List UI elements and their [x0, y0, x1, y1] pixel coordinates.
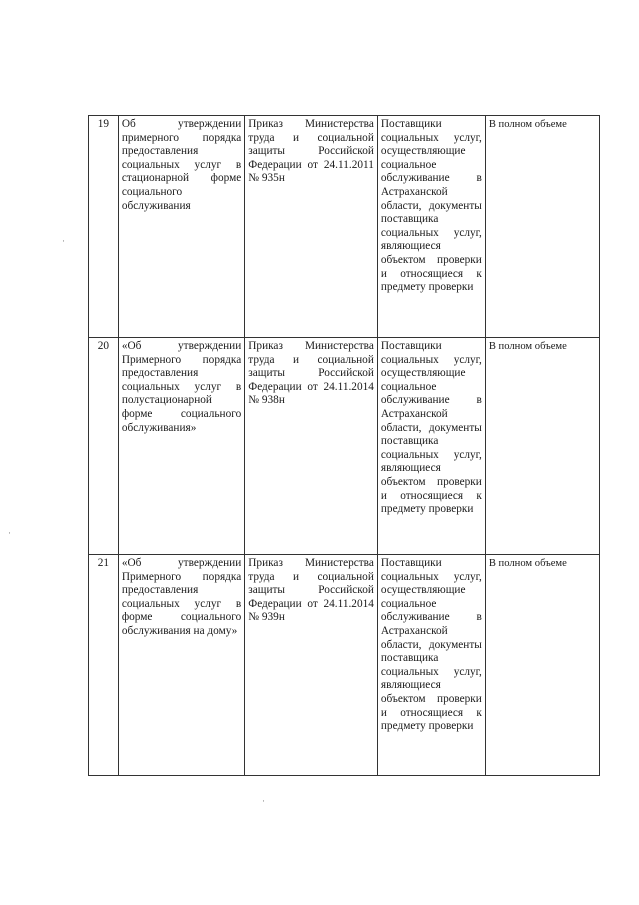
act-details: Приказ Министерства труда и социальной защиты Российской Федерации от 24.11.2014 № 938н — [245, 338, 378, 555]
row-number: 19 — [89, 116, 119, 338]
act-title: «Об утверждении Примерного порядка предоставления социальных услуг в полустационарной форме социального обслуживания» — [118, 338, 244, 555]
scan-speck: · — [8, 528, 11, 538]
scan-speck: · — [62, 236, 65, 246]
act-title: Об утверждении примерного порядка предоставления социальных услуг в стационарной форме социального обслуживания — [118, 116, 244, 338]
legal-acts-table — [88, 115, 600, 776]
row-number: 21 — [89, 555, 119, 776]
inspection-subjects: Поставщики социальных услуг, осуществляющие социальное обслуживание в Астраханской области, документы поставщика социальных услуг, являющиеся объектом проверки и относящиеся к предмету проверки — [377, 338, 485, 555]
act-title: «Об утверждении Примерного порядка предоставления социальных услуг в форме социального обслуживания на дому» — [118, 555, 244, 776]
inspection-scope: В полном объеме — [485, 555, 599, 776]
row-number: 20 — [89, 338, 119, 555]
inspection-scope: В полном объеме — [485, 338, 599, 555]
table-row — [89, 338, 600, 555]
scan-speck: · — [262, 796, 265, 806]
inspection-subjects: Поставщики социальных услуг, осуществляющие социальное обслуживание в Астраханской области, документы поставщика социальных услуг, являющиеся объектом проверки и относящиеся к предмету проверки — [377, 116, 485, 338]
act-details: Приказ Министерства труда и социальной защиты Российской Федерации от 24.11.2014 № 939н — [245, 555, 378, 776]
table-row — [89, 116, 600, 338]
table-row — [89, 555, 600, 776]
inspection-subjects: Поставщики социальных услуг, осуществляющие социальное обслуживание в Астраханской области, документы поставщика социальных услуг, являющиеся объектом проверки и относящиеся к предмету проверки — [377, 555, 485, 776]
act-details: Приказ Министерства труда и социальной защиты Российской Федерации от 24.11.2011 № 935н — [245, 116, 378, 338]
inspection-scope: В полном объеме — [485, 116, 599, 338]
